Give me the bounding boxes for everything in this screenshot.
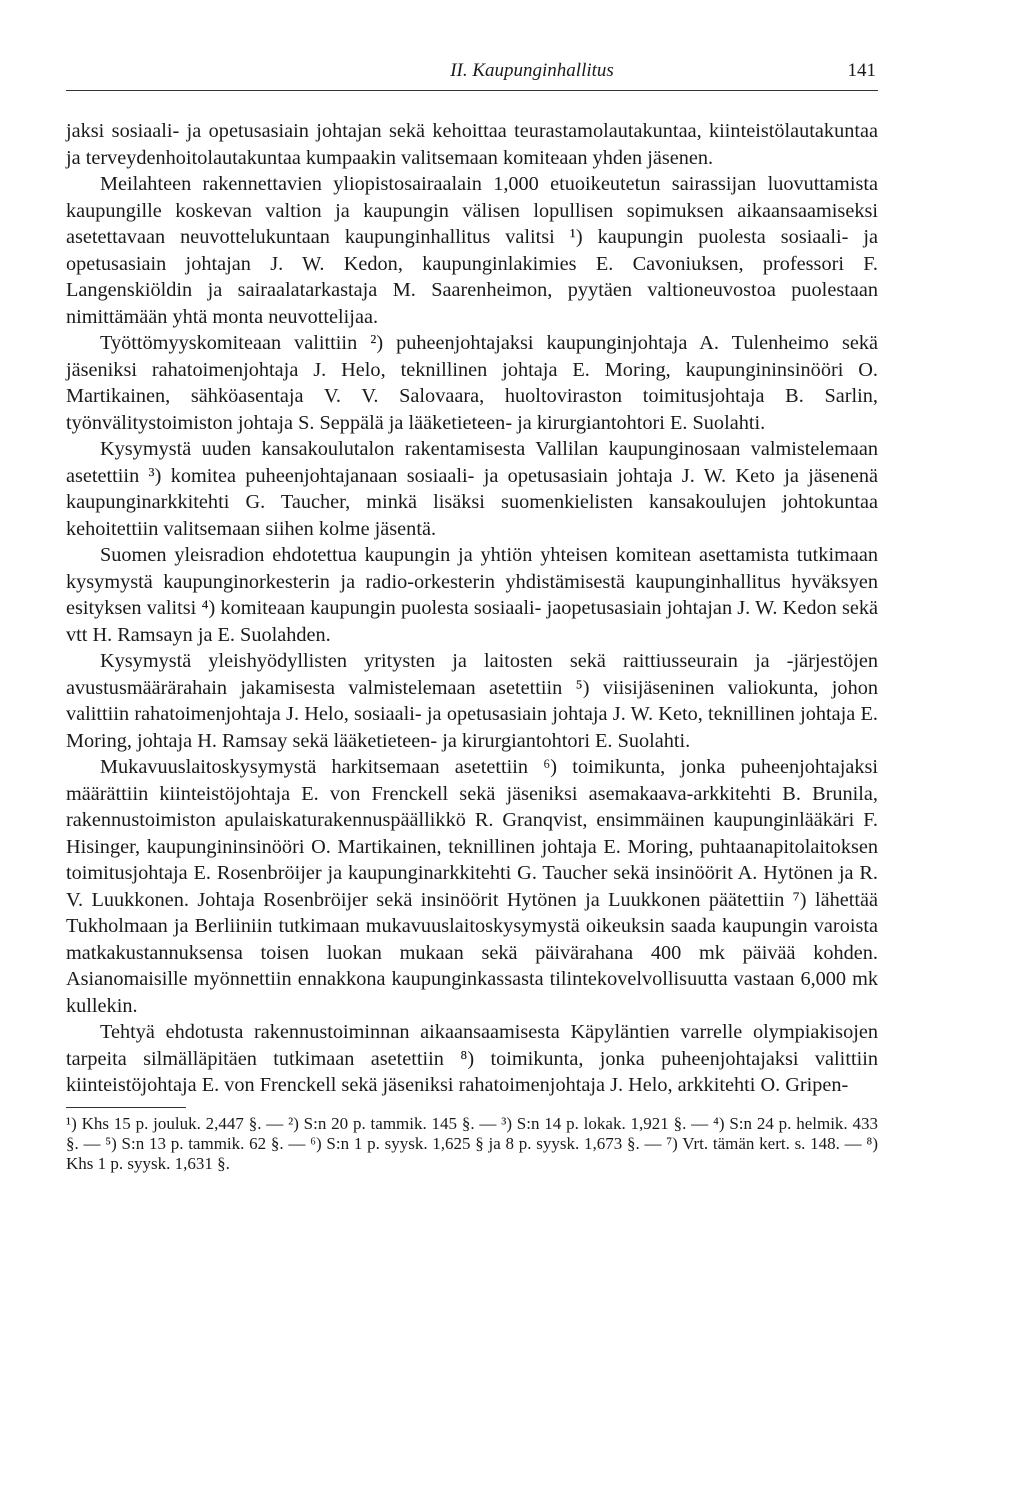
paragraph: Kysymystä uuden kansakoulutalon rakentamisesta Vallilan kaupunginosaan valmistelemaan asetettiin ³) komitea puheenjohtajanaan sosiaali- ja opetusasiain johtaja J. W. Keto ja jäsenenä kaupunginarkkitehti G. Taucher, minkä lisäksi suomenkielisten kansakoulujen johtokuntaa kehoitettiin valitsemaan siihen kolme jäsentä. <box>66 438 878 540</box>
page-header <box>66 60 878 90</box>
paragraph: Suomen yleisradion ehdotettua kaupungin ja yhtiön yhteisen komitean asettamista tutkimaan kysymystä kaupunginorkesterin ja radio-orkesterin yhdistämisestä kaupunginhallitus hyväksyen esityksen valitsi ⁴) komiteaan kaupungin puolesta sosiaali- jaopetusasiain johtajan J. W. Kedon sekä vtt H. Ramsayn ja E. Suolahden. <box>66 544 878 646</box>
header-rule <box>66 90 878 91</box>
paragraph: Meilahteen rakennettavien yliopistosairaalain 1,000 etuoikeutetun sairassijan luovuttamista kaupungille koskevan valtion ja kaupungin välisen lopullisen sopimuksen aikaansaamiseksi asetettavaan neuvottelukuntaan kaupunginhallitus valitsi ¹) kaupungin puolesta sosiaali- ja opetusasiain johtajan J. W. Kedon, kaupunginlakimies E. Cavoniuksen, professori F. Langenskiöldin ja sairaalatarkastaja M. Saarenheimon, pyytäen valtioneuvostoa puolestaan nimittämään yhtä monta neuvottelijaa. <box>66 173 878 328</box>
body-text <box>66 118 878 1099</box>
page-number: 141 <box>847 60 876 81</box>
paragraph: jaksi sosiaali- ja opetusasiain johtajan sekä kehoittaa teurastamolautakuntaa, kiinteistölautakuntaa ja terveydenhoitolautakuntaa kumpaakin valitsemaan komiteaan yhden jäsenen. <box>66 120 878 169</box>
footnote-rule <box>66 1107 186 1108</box>
footnotes: ¹) Khs 15 p. jouluk. 2,447 §. — ²) S:n 20 p. tammik. 145 §. — ³) S:n 14 p. lokak. 1,921 §. — ⁴) S:n 24 p. helmik. 433 §. — ⁵) S:n 13 p. tammik. 62 §. — ⁶) S:n 1 p. syysk. 1,625 § ja 8 p. syysk. 1,673 §. — ⁷) Vrt. tämän kert. s. 148. — ⁸) Khs 1 p. syysk. 1,631 §. <box>66 1113 878 1173</box>
paragraph: Mukavuuslaitoskysymystä harkitsemaan asetettiin ⁶) toimikunta, jonka puheenjohtajaksi määrättiin kiinteistöjohtaja E. von Frenckell sekä jäseniksi asemakaava-arkkitehti B. Brunila, rakennustoimiston apulaiskaturakennuspäällikkö R. Granqvist, ensimmäinen kaupunginlääkäri F. Hisinger, kaupungininsinööri O. Martikainen, teknillinen johtaja E. Moring, puhtaanapitolaitoksen toimitusjohtaja E. Rosenbröijer ja kaupunginarkkitehti G. Taucher sekä insinöörit A. Hytönen ja R. V. Luukkonen. Johtaja Rosenbröijer sekä insinöörit Hytönen ja Luukkonen päätettiin ⁷) lähettää Tukholmaan ja Berliiniin tutkimaan mukavuuslaitoskysymystä oikeuksin saada kaupungin varoista matkakustannuksensa toisen luokan mukaan sekä päivärahana 400 mk päivää kohden. Asianomaisille myönnettiin ennakkona kaupunginkassasta tilintekovelvollisuutta vastaan 6,000 mk kullekin. <box>66 756 878 1017</box>
paragraph: Kysymystä yleishyödyllisten yritysten ja laitosten sekä raittiusseurain ja -järjestöjen avustusmäärärahain jakamisesta valmistelemaan asetettiin ⁵) viisijäseninen valiokunta, johon valittiin rahatoimenjohtaja J. Helo, sosiaali- ja opetusasiain johtaja J. W. Keto, teknillinen johtaja E. Moring, johtaja H. Ramsay sekä lääketieteen- ja kirurgiantohtori E. Suolahti. <box>66 650 878 752</box>
paragraph: Työttömyyskomiteaan valittiin ²) puheenjohtajaksi kaupunginjohtaja A. Tulenheimo sekä jäseniksi rahatoimenjohtaja J. Helo, teknillinen johtaja E. Moring, kaupungininsinööri O. Martikainen, sähköasentaja V. V. Salovaara, huoltoviraston toimitusjohtaja B. Sarlin, työnvälitystoimiston johtaja S. Seppälä ja lääketieteen- ja kirurgiantohtori E. Suolahti. <box>66 332 878 434</box>
document-page <box>66 60 878 1174</box>
paragraph: Tehtyä ehdotusta rakennustoiminnan aikaansaamisesta Käpyläntien varrelle olympiakisojen tarpeita silmälläpitäen tutkimaan asetettiin ⁸) toimikunta, jonka puheenjohtajaksi valittiin kiinteistöjohtaja E. von Frenckell sekä jäseniksi rahatoimenjohtaja J. Helo, arkkitehti O. Gripen- <box>66 1021 878 1096</box>
running-title: II. Kaupunginhallitus <box>450 60 614 81</box>
